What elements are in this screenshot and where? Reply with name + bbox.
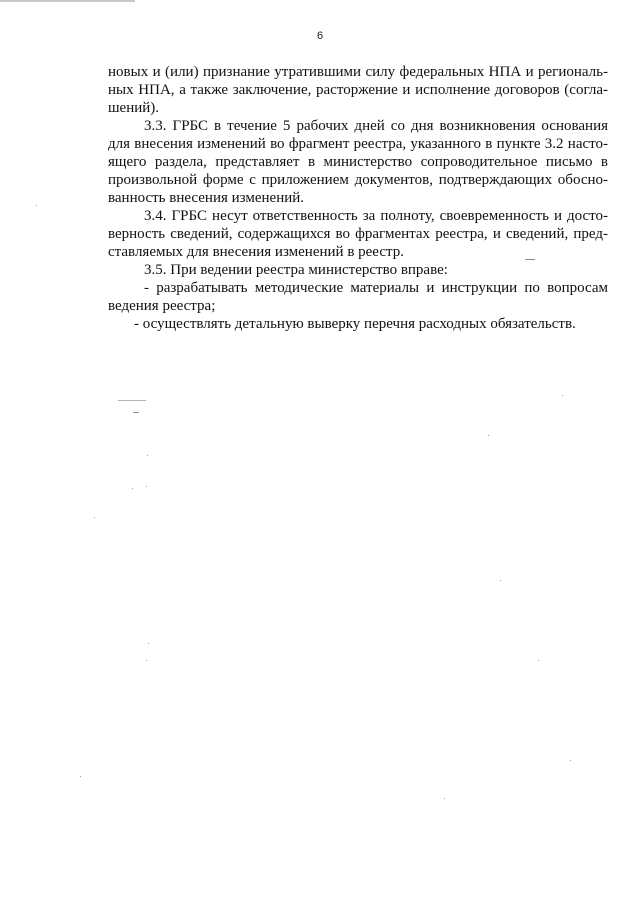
scan-artifact bbox=[570, 760, 571, 761]
text-line: для внесения изменений во фрагмент реестра, указанного в пункте 3.2 насто- bbox=[108, 136, 608, 152]
text-line: верность сведений, содержащихся во фрагментах реестра, и сведений, пред- bbox=[108, 226, 608, 242]
text-line: ящего раздела, представляет в министерство сопроводительное письмо в bbox=[108, 154, 608, 170]
scan-artifact bbox=[147, 455, 148, 456]
scan-artifact bbox=[538, 660, 539, 661]
page-number: 6 bbox=[316, 30, 324, 42]
text-line: произвольной форме с приложением документов, подтверждающих обосно- bbox=[108, 172, 608, 188]
text-line: 3.4. ГРБС несут ответственность за полноту, своевременность и досто- bbox=[144, 208, 608, 224]
paragraph-3-5 bbox=[108, 261, 608, 333]
document-body bbox=[108, 63, 608, 333]
scan-edge-artifact bbox=[0, 0, 135, 2]
paragraph-3-3 bbox=[108, 117, 608, 207]
scan-artifact bbox=[132, 488, 133, 489]
paragraph-3-4 bbox=[108, 207, 608, 261]
text-line: 3.3. ГРБС в течение 5 рабочих дней со дня возникновения основания bbox=[144, 118, 608, 134]
paragraph-continuation bbox=[108, 63, 608, 117]
text-line: шений). bbox=[108, 100, 160, 116]
text-line: ванность внесения изменений. bbox=[108, 190, 305, 206]
text-line: ных НПА, а также заключение, расторжение и исполнение договоров (согла- bbox=[108, 82, 608, 98]
scan-artifact bbox=[500, 580, 501, 581]
scan-artifact bbox=[488, 435, 489, 436]
list-item: - разрабатывать методические материалы и инструкции по вопросам bbox=[144, 280, 608, 296]
scan-artifact bbox=[444, 798, 445, 799]
text-line: ставляемых для внесения изменений в реестр. bbox=[108, 244, 404, 260]
scan-artifact bbox=[146, 486, 147, 487]
scan-artifact bbox=[80, 776, 81, 777]
scan-artifact bbox=[118, 400, 146, 401]
scan-artifact bbox=[36, 205, 37, 206]
scan-artifact bbox=[146, 660, 147, 661]
list-item: - осуществлять детальную выверку перечня расходных обязательств. bbox=[134, 316, 576, 332]
text-line: 3.5. При ведении реестра министерство вправе: bbox=[144, 262, 448, 278]
scan-artifact bbox=[148, 643, 149, 644]
text-line: новых и (или) признание утратившими силу федеральных НПА и региональ- bbox=[108, 64, 608, 80]
scan-artifact bbox=[94, 517, 95, 518]
scan-artifact bbox=[133, 412, 139, 413]
text-line: ведения реестра; bbox=[108, 298, 216, 314]
scan-artifact bbox=[525, 259, 535, 260]
scan-artifact bbox=[562, 395, 563, 396]
